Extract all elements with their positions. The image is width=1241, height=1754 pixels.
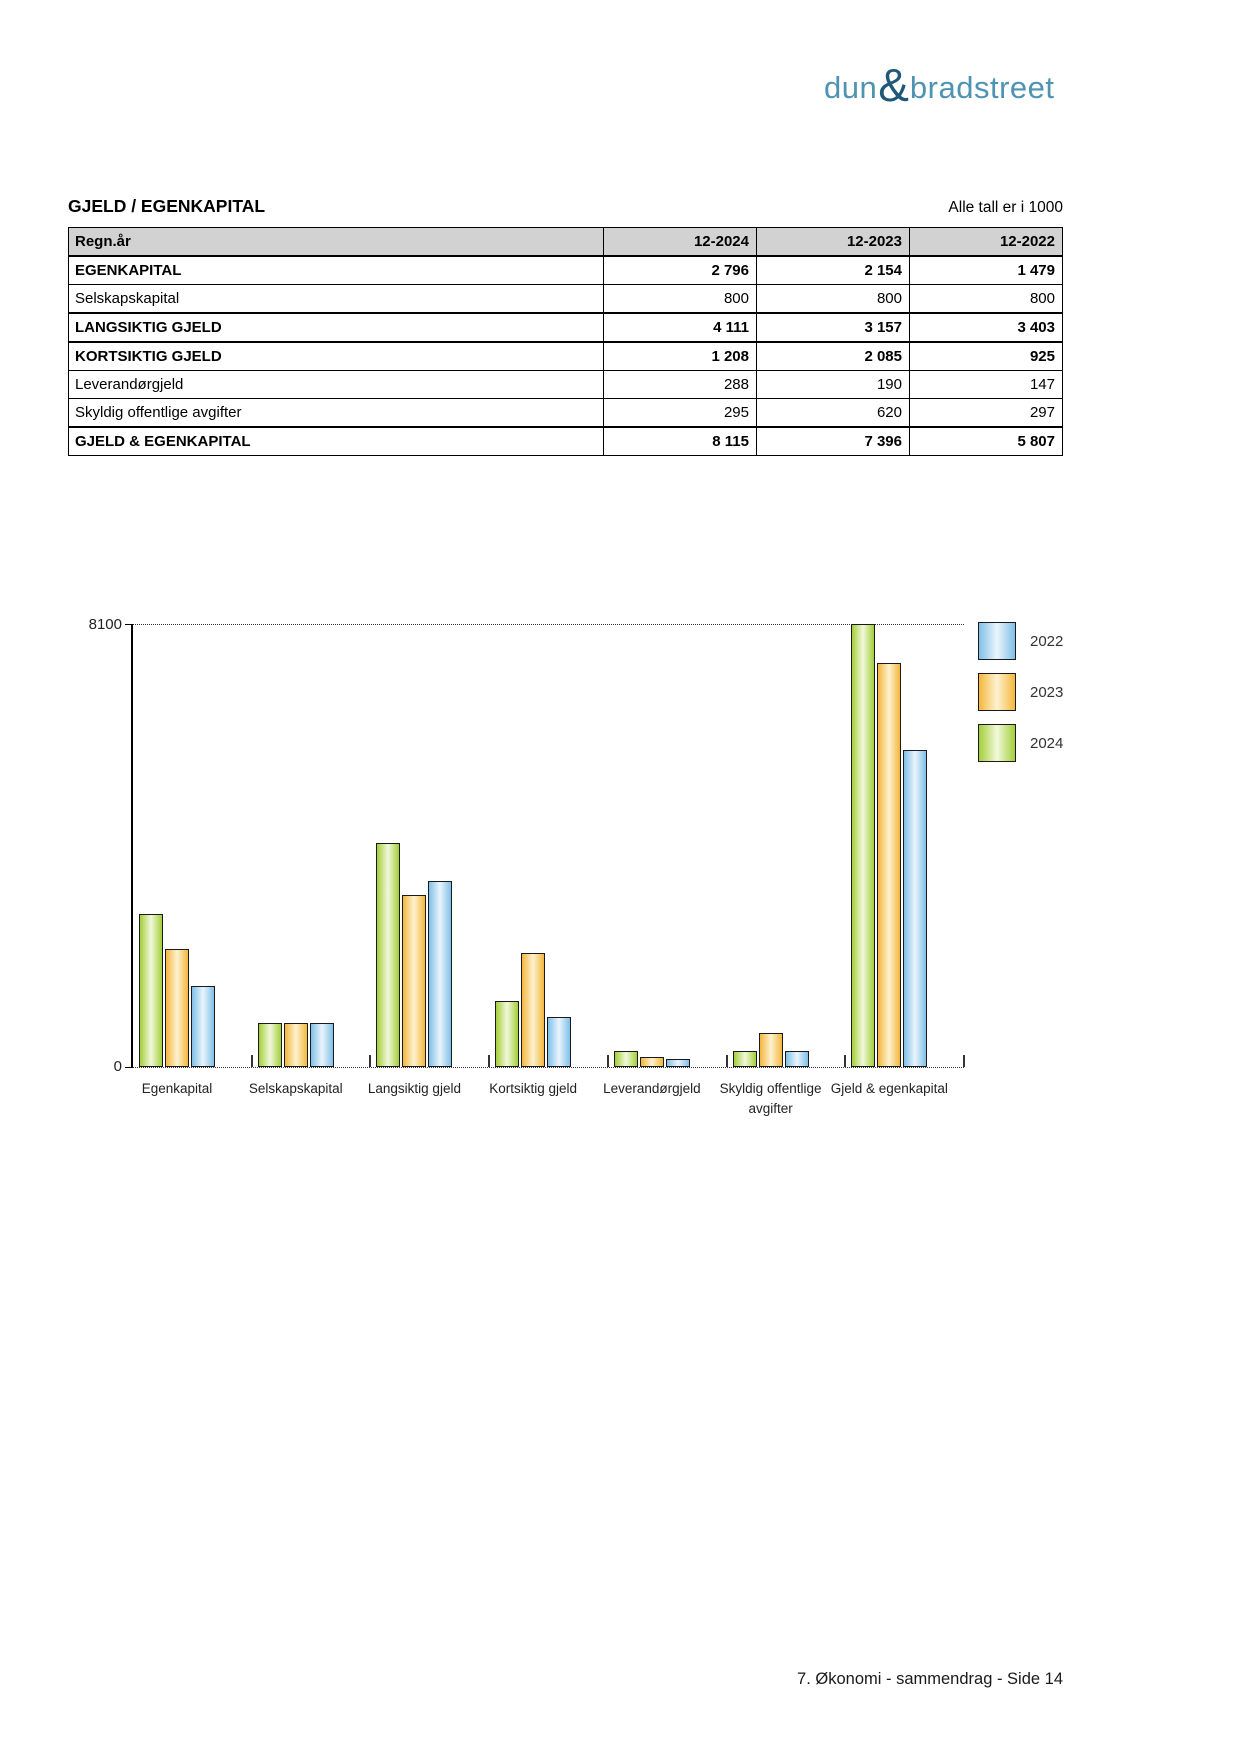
bar-2023 xyxy=(877,663,901,1067)
x-axis-baseline xyxy=(133,1067,964,1068)
logo-word-bradstreet: bradstreet xyxy=(909,70,1055,105)
units-note: Alle tall er i 1000 xyxy=(948,199,1063,216)
cell-value: 800 xyxy=(604,285,757,314)
bar-2022 xyxy=(903,750,927,1067)
bar-group xyxy=(258,625,334,1067)
bar-2023 xyxy=(284,1023,308,1067)
cell-value: 2 154 xyxy=(757,256,910,285)
table-row-langsiktig-gjeld xyxy=(69,313,1063,342)
row-label: GJELD & EGENKAPITAL xyxy=(69,427,604,456)
cell-value: 295 xyxy=(604,399,757,428)
category-label: Egenkapital xyxy=(141,1081,213,1096)
row-label: LANGSIKTIG GJELD xyxy=(69,313,604,342)
bar-2023 xyxy=(402,895,426,1067)
legend-swatch-2023 xyxy=(978,673,1016,711)
chart-category-slot xyxy=(133,625,252,1096)
cell-value: 190 xyxy=(757,371,910,399)
bar-2023 xyxy=(165,949,189,1067)
bar-2024 xyxy=(139,914,163,1067)
legend-swatch-2022 xyxy=(978,622,1016,660)
bar-2024 xyxy=(733,1051,757,1067)
category-label: Gjeld & egenkapital xyxy=(830,1081,948,1096)
cell-value: 2 085 xyxy=(757,342,910,371)
y-axis-min-label: 0 xyxy=(113,1058,122,1075)
column-header-2022: 12-2022 xyxy=(910,228,1063,257)
legend-item-2023 xyxy=(978,673,1063,711)
bar-group xyxy=(733,625,809,1067)
y-axis-tick-min xyxy=(125,1067,133,1068)
table-row-egenkapital xyxy=(69,256,1063,285)
table-row-leverandorgjeld xyxy=(69,371,1063,399)
bar-2023 xyxy=(759,1033,783,1067)
category-label: Langsiktig gjeld xyxy=(367,1081,461,1096)
bar-chart xyxy=(0,616,1241,1156)
bar-2022 xyxy=(310,1023,334,1067)
category-label: Kortsiktig gjeld xyxy=(489,1081,578,1096)
cell-value: 8 115 xyxy=(604,427,757,456)
category-label: Leverandørgjeld xyxy=(603,1081,701,1096)
bar-2024 xyxy=(614,1051,638,1067)
cell-value: 297 xyxy=(910,399,1063,428)
bar-2023 xyxy=(640,1057,664,1067)
y-axis-tick-max xyxy=(125,624,133,625)
column-header-regnar: Regn.år xyxy=(69,228,604,257)
bar-group xyxy=(139,625,215,1067)
legend-item-2022 xyxy=(978,622,1063,660)
chart-category-slot xyxy=(719,625,846,1117)
cell-value: 1 479 xyxy=(910,256,1063,285)
table-header-row xyxy=(69,228,1063,257)
y-axis-max-label: 8100 xyxy=(88,616,122,633)
category-label: Selskapskapital xyxy=(248,1081,343,1096)
legend-label: 2023 xyxy=(1030,683,1064,701)
cell-value: 800 xyxy=(910,285,1063,314)
row-label: KORTSIKTIG GJELD xyxy=(69,342,604,371)
legend-label: 2022 xyxy=(1030,632,1064,650)
chart-category-slot xyxy=(830,625,964,1096)
table-row-kortsiktig-gjeld xyxy=(69,342,1063,371)
x-axis-tick xyxy=(963,1055,965,1067)
cell-value: 3 157 xyxy=(757,313,910,342)
chart-plot xyxy=(131,625,964,1117)
cell-value: 7 396 xyxy=(757,427,910,456)
chart-category-slot xyxy=(489,625,608,1096)
page-footer: 7. Økonomi - sammendrag - Side 14 xyxy=(797,1670,1063,1688)
column-header-2024: 12-2024 xyxy=(604,228,757,257)
bar-2022 xyxy=(785,1051,809,1067)
legend-swatch-2024 xyxy=(978,724,1016,762)
cell-value: 620 xyxy=(757,399,910,428)
cell-value: 800 xyxy=(757,285,910,314)
table-row-skyldig-offentlige-avgifter xyxy=(69,399,1063,428)
cell-value: 1 208 xyxy=(604,342,757,371)
cell-value: 4 111 xyxy=(604,313,757,342)
bar-2024 xyxy=(851,624,875,1067)
dun-bradstreet-logo: dun & bradstreet xyxy=(824,59,1055,111)
bar-2023 xyxy=(521,953,545,1067)
page-title: GJELD / EGENKAPITAL xyxy=(68,196,266,216)
chart-category-slot xyxy=(367,625,489,1096)
bar-group xyxy=(851,625,927,1067)
row-label: Selskapskapital xyxy=(69,285,604,314)
bar-2022 xyxy=(428,881,452,1067)
bar-2024 xyxy=(376,843,400,1067)
cell-value: 2 796 xyxy=(604,256,757,285)
legend-label: 2024 xyxy=(1030,734,1064,752)
cell-value: 3 403 xyxy=(910,313,1063,342)
chart-legend xyxy=(978,622,1063,762)
bar-group xyxy=(614,625,690,1067)
row-label: Skyldig offentlige avgifter xyxy=(69,399,604,428)
chart-category-slot xyxy=(248,625,371,1096)
logo-word-dun: dun xyxy=(824,70,878,105)
financial-table xyxy=(68,227,1063,456)
table-row-selskapskapital xyxy=(69,285,1063,314)
category-label: Skyldig offentlige avgifter xyxy=(719,1081,822,1117)
cell-value: 288 xyxy=(604,371,757,399)
cell-value: 147 xyxy=(910,371,1063,399)
cell-value: 925 xyxy=(910,342,1063,371)
legend-item-2024 xyxy=(978,724,1063,762)
cell-value: 5 807 xyxy=(910,427,1063,456)
section-header xyxy=(68,196,1063,217)
table-row-gjeld-egenkapital xyxy=(69,427,1063,456)
bar-2024 xyxy=(495,1001,519,1067)
bar-group xyxy=(495,625,571,1067)
bar-group xyxy=(376,625,452,1067)
row-label: Leverandørgjeld xyxy=(69,371,604,399)
bar-2022 xyxy=(191,986,215,1067)
bar-2024 xyxy=(258,1023,282,1067)
column-header-2023: 12-2023 xyxy=(757,228,910,257)
bar-2022 xyxy=(547,1017,571,1067)
row-label: EGENKAPITAL xyxy=(69,256,604,285)
bar-2022 xyxy=(666,1059,690,1067)
chart-category-slot xyxy=(603,625,727,1096)
